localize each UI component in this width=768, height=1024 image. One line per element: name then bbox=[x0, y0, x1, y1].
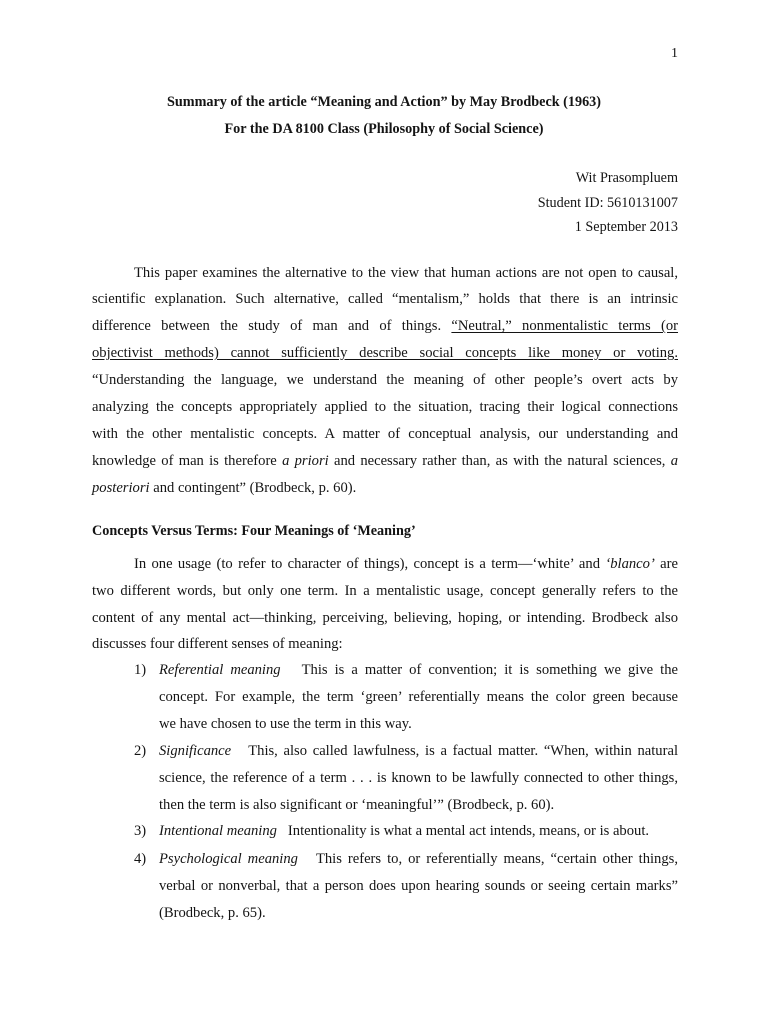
paragraph-1-line: difference between the study of man and of things. “Neutral,” nonmentalistic terms (or bbox=[92, 318, 679, 334]
author-name: Wit Prasompluem bbox=[575, 170, 678, 186]
list-item-continuation: we have chosen to use the term in this way. bbox=[159, 716, 412, 732]
list-item-continuation: then the term is also significant or ‘meaningful’” (Brodbeck, p. 60). bbox=[159, 797, 555, 813]
paragraph-2-line: content of any mental act—thinking, perceiving, believing, hoping, or intending. Brodbeck also bbox=[92, 610, 678, 626]
section-heading: Concepts Versus Terms: Four Meanings of ‘Meaning’ bbox=[92, 523, 416, 539]
list-item-continuation: (Brodbeck, p. 65). bbox=[159, 905, 266, 921]
paragraph-1-line: with the other mentalistic concepts. A matter of conceptual analysis, our understanding and bbox=[92, 426, 678, 442]
paragraph-1-line bbox=[92, 345, 678, 362]
list-item: 4) Psychological meaning This refers to, or referentially means, “certain other things, bbox=[134, 851, 678, 867]
list-item: 1) Referential meaning This is a matter of convention; it is something we give the bbox=[134, 662, 678, 678]
list-item-continuation: concept. For example, the term ‘green’ referentially means the color green because bbox=[159, 689, 678, 705]
paragraph-2-line: discusses four different senses of meaning: bbox=[92, 636, 343, 652]
underlined-text: “Neutral,” nonmentalistic terms (or bbox=[451, 318, 679, 334]
paragraph-1-line: “Understanding the language, we understand the meaning of other people’s overt acts by bbox=[92, 372, 678, 388]
list-item: 3) Intentional meaning Intentionality is what a mental act intends, means, or is about. bbox=[134, 823, 650, 839]
paragraph-1-line: analyzing the concepts appropriately applied to the situation, tracing their logical connections bbox=[92, 399, 678, 415]
list-item-continuation: science, the reference of a term . . . is known to be lawfully connected to other things, bbox=[159, 770, 678, 786]
paragraph-2-line: In one usage (to refer to character of things), concept is a term—‘white’ and ‘blanco’ are bbox=[134, 556, 678, 572]
page-number: 1 bbox=[671, 46, 678, 61]
underlined-text: objectivist methods) cannot sufficiently describe social concepts like money or voting. bbox=[92, 345, 678, 361]
title-line-2: For the DA 8100 Class (Philosophy of Social Science) bbox=[224, 121, 544, 137]
document-date: 1 September 2013 bbox=[574, 219, 678, 235]
title-line-1: Summary of the article “Meaning and Action” by May Brodbeck (1963) bbox=[166, 94, 601, 110]
paragraph-1-line: scientific explanation. Such alternative, called “mentalism,” holds that there is an intrinsic bbox=[92, 291, 678, 307]
list-item-continuation: verbal or nonverbal, that a person does upon hearing sounds or seeing certain marks” bbox=[159, 878, 678, 894]
paragraph-1-line: This paper examines the alternative to the view that human actions are not open to causal, bbox=[134, 265, 678, 281]
paragraph-1-line: posteriori and contingent” (Brodbeck, p. 60). bbox=[92, 480, 357, 496]
student-id: Student ID: 5610131007 bbox=[537, 195, 678, 211]
paragraph-1-line: knowledge of man is therefore a priori and necessary rather than, as with the natural sciences, a bbox=[92, 453, 679, 469]
paragraph-2-line: two different words, but only one term. In a mentalistic usage, concept generally refers to the bbox=[92, 583, 678, 599]
list-item: 2) Significance This, also called lawfulness, is a factual matter. “When, within natural bbox=[134, 743, 678, 759]
